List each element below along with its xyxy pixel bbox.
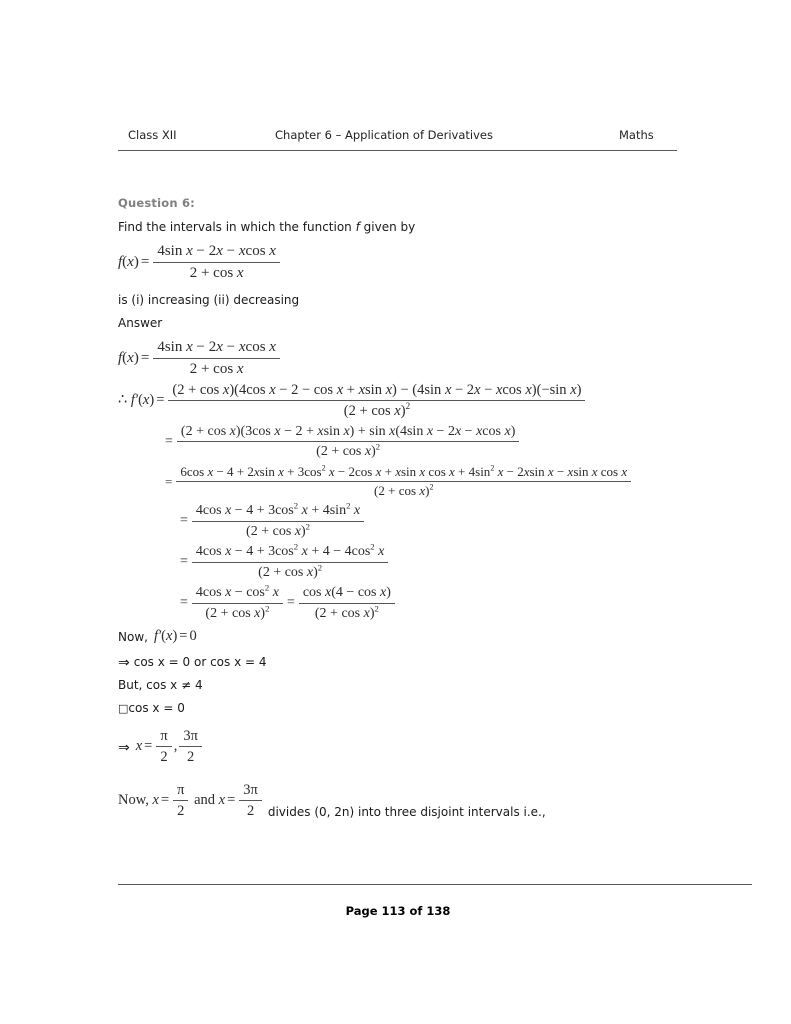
fraction-numerator: (2 + cos x)(3cos x − 2 + xsin x) + sin x(4sin x − 2x − xcos x) (177, 423, 519, 443)
equals-sign: = (286, 595, 295, 611)
fraction-three-pi-over-two (239, 781, 262, 820)
fraction-numerator: 4sin x − 2x − xcos x (153, 242, 280, 263)
line-now-f-prime-zero (118, 628, 718, 645)
equation-now-x-values (118, 781, 264, 820)
header-chapter-title: Chapter 6 – Application of Derivatives (275, 128, 493, 142)
equals-sign: = (180, 554, 188, 570)
fx-symbol: f(x) (118, 349, 139, 366)
line-therefore-cos-zero (118, 701, 718, 715)
question-text-before: Find the intervals in which the function (118, 220, 356, 234)
fraction-denominator: $(2 + \cos x)^2$ (246, 521, 311, 539)
fraction-numerator: 4cos $x - \cos^2 x$ (192, 584, 283, 604)
equals-sign: = (165, 473, 173, 489)
fraction-denominator: $(2 + \cos x)^2$ (374, 482, 434, 499)
fraction-f-definition (153, 242, 280, 283)
fraction-step-2 (177, 423, 519, 461)
cos-equals-zero-text: cos x = 0 (128, 701, 185, 716)
question-text-after: given by (359, 220, 416, 234)
x-symbol: x (135, 738, 143, 755)
equals-sign: = (140, 349, 150, 366)
line-implies-cos-solutions (118, 655, 718, 672)
fraction-denominator: $(2 + \cos x)^2$ (205, 603, 270, 621)
header-subject-label: Maths (619, 128, 654, 142)
equals-sign: = (165, 433, 173, 449)
line-but-cos-not-four: But, cos x ≠ 4 (118, 678, 203, 693)
x-symbol: x (218, 791, 226, 808)
fraction-denominator: $(2 + \cos x)^2$ (258, 562, 323, 580)
line-x-solutions (118, 727, 718, 766)
fraction-step-6a (192, 584, 283, 622)
now-x-label: Now, (118, 791, 149, 808)
equation-derivative-step-5 (178, 543, 718, 581)
fraction-numerator: 4cos $x - 4 + 3\cos^2$ $x + 4 - 4\cos^2$ x (192, 543, 388, 563)
fraction-step-3 (176, 464, 631, 500)
fraction-numerator: (2 + cos x)(4cos x − 2 − cos x + xsin x) − (4sin x − 2x − xcos x)(−sin x) (168, 381, 585, 401)
page-content (118, 196, 718, 820)
fraction-three-pi-over-two (179, 727, 202, 766)
implies-arrow-icon: ⇒ (118, 655, 130, 672)
f-prime-symbol: f′(x) (130, 391, 155, 408)
equals-sign: = (144, 738, 153, 755)
f-prime-symbol: f′(x) (153, 628, 178, 645)
fraction-numerator: 3π (179, 727, 202, 747)
fraction-denominator: 2 + cos x (189, 360, 244, 377)
fraction-denominator: $(2 + \cos x)^2$ (314, 603, 379, 621)
fraction-denominator: $(2 + \cos x)^2$ (343, 400, 411, 419)
fraction-denominator: 2 (246, 802, 255, 819)
fraction-denominator: 2 (186, 749, 195, 766)
header-class-label: Class XII (128, 128, 177, 142)
increasing-decreasing-line: is (i) increasing (ii) decreasing (118, 292, 300, 307)
fraction-denominator: 2 (177, 802, 185, 819)
equals-sign: = (140, 253, 150, 270)
page-number-text: Page 113 of 138 (345, 904, 451, 918)
fraction-numerator: π (173, 781, 188, 801)
fraction-denominator: $(2 + \cos x)^2$ (316, 441, 381, 460)
question-statement (118, 219, 718, 235)
equation-derivative-step-4 (178, 502, 718, 540)
fx-symbol: f(x) (118, 253, 139, 270)
equation-derivative-step-3 (163, 464, 718, 500)
equals-sign: = (227, 791, 236, 808)
line-interval-division (118, 781, 718, 820)
equation-derivative-step-2 (163, 423, 718, 461)
therefore-symbol: ∴ (118, 391, 128, 408)
equation-f-prime-equals-zero (154, 628, 197, 645)
fraction-step-5 (192, 543, 388, 581)
question-label: Question 6: (118, 196, 195, 210)
equation-derivative-step-6 (178, 584, 718, 622)
fraction-pi-over-two (156, 727, 171, 766)
equals-sign: = (156, 391, 165, 408)
x-symbol: x (152, 791, 159, 808)
equals-sign: = (180, 513, 188, 529)
and-label: and (194, 791, 216, 808)
implies-arrow-icon: ⇒ (118, 739, 130, 756)
equals-sign: = (160, 791, 170, 808)
fraction-numerator: 6cos x − 4 + 2xsin $x + 3\cos^2$ x − 2cos x + xsin x $\cos x + 4\sin^2$ x − 2xsin x − xsin x cos x (176, 464, 631, 482)
answer-label: Answer (118, 315, 163, 330)
fraction-pi-over-two (173, 781, 188, 820)
equation-answer-function (118, 338, 718, 379)
fraction-denominator: 2 (160, 749, 168, 766)
fraction-numerator: π (156, 727, 171, 747)
now-label: Now, (118, 629, 148, 644)
fraction-numerator: 3π (239, 781, 262, 801)
page-footer (118, 884, 752, 918)
fraction-f-definition (153, 338, 280, 379)
zero-value: 0 (189, 628, 197, 645)
missing-glyph-box-icon: □ (118, 701, 129, 715)
fraction-denominator: 2 + cos x (189, 264, 244, 281)
fraction-numerator: 4sin x − 2x − xcos x (153, 338, 280, 359)
equals-sign: = (180, 595, 188, 611)
cos-solutions-text: cos x = 0 or cos x = 4 (133, 655, 267, 670)
fraction-numerator: 4cos $x - 4 + 3\cos^2$ $x + 4\sin^2$ x (192, 502, 364, 522)
fraction-numerator: cos x(4 − cos x) (299, 584, 395, 604)
equation-function-definition (118, 242, 718, 283)
page-header (118, 128, 677, 151)
divides-intervals-text: divides (0, 2n) into three disjoint intervals i.e., (267, 804, 546, 819)
fraction-derivative (168, 381, 585, 420)
equation-derivative-quotient-rule (118, 381, 718, 420)
question-function-symbol: f (355, 220, 360, 234)
comma-separator: , (173, 738, 178, 755)
fraction-step-4 (192, 502, 364, 540)
equation-x-values (136, 727, 204, 766)
equals-sign: = (179, 628, 188, 645)
fraction-step-6b (299, 584, 395, 622)
